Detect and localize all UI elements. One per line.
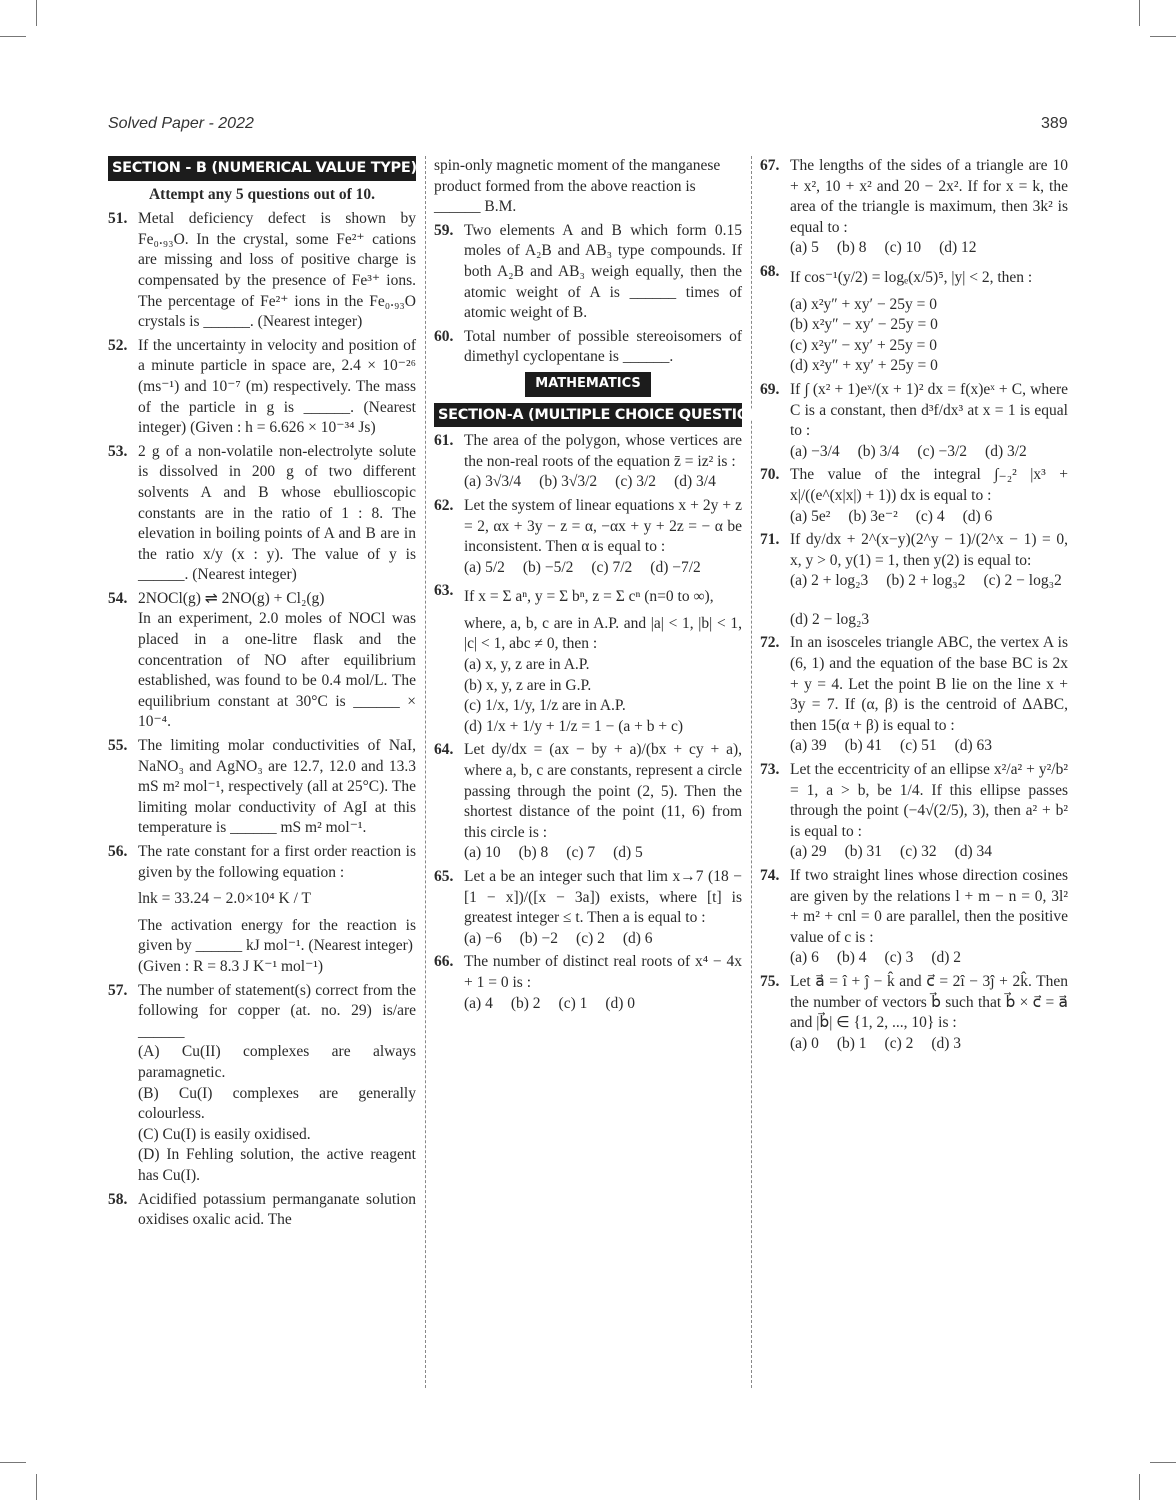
question-text: If two straight lines whose direction cosines are given by the relations l + m − n = 0, 3l² + m² + cnl = 0 are parallel, then the positive value of c is : [790,867,1068,946]
option-a: (a) 0 [790,1034,819,1052]
question-text: If the uncertainty in velocity and position of a minute particle in space are, 2.4 × 10⁻²⁶ (ms⁻¹) and 10⁻⁷ (m) respectively. The mass of the particle in g is ______. (Nearest integer) (Given : h = 6.626 × 10⁻³⁴ Js) [138,336,416,437]
crop-mark [1150,36,1176,37]
crop-mark [0,1462,26,1463]
option-a: (a) 3√3/4 [464,473,522,491]
question-number: 72. [760,634,780,652]
option-b: (b) 3/4 [857,442,900,460]
option-c: (c) 7 [566,844,596,862]
section-banner: SECTION-A (MULTIPLE CHOICE QUESTIONS) [434,403,742,428]
given-data: (Given : R = 8.3 J K⁻¹ mol⁻¹) [138,957,324,975]
option-a: (a) 39 [790,737,827,755]
question-74 [760,866,1068,969]
question-number: 64. [434,741,454,759]
crop-mark [1150,1462,1176,1463]
option-d: (d) 3/2 [985,442,1027,460]
question-text: Let a⃗ = î + ĵ − k̂ and c⃗ = 2î − 3ĵ + 2k̂. Then the number of vectors b⃗ such that b⃗ × c⃗ = a⃗ and |b⃗| ∈ {1, 2, ..., 10} is : [790,972,1068,1032]
question-number: 57. [108,981,128,999]
question-text: If dy/dx + 2^(x−y)(2^y − 1)/(2^x − 1) = 0, x, y > 0, y(1) = 1, then y(2) is equal to: [790,531,1068,569]
question-text: where, a, b, c are in A.P. and |a| < 1, |b| < 1, |c| < 1, abc ≠ 0, then : [464,614,742,653]
series-equation: If x = Σ aⁿ, y = Σ bⁿ, z = Σ cⁿ (n=0 to ∞), [464,588,714,606]
option-c: (c) 1 [558,994,588,1012]
question-number: 54. [108,589,128,607]
question-text: The value of the integral ∫₋₂² |x³ + x|/((e^(x|x|) + 1)) dx is equal to : [790,466,1068,504]
option-c: (c) −3/2 [917,442,968,460]
question-number: 69. [760,380,780,398]
question-text: Let a be an integer such that lim x→7 (18 − [1 − x])/([x − 3a]) exists, where [t] is greatest integer ≤ t. Then a is equal to : [464,868,742,927]
statement: (A) Cu(II) complexes are always paramagnetic. [138,1043,416,1081]
question-number: 67. [760,157,780,174]
option-a: (a) 2 + log₂3 [790,572,869,590]
question-text: The rate constant for a first order reaction is given by the following equation : [138,843,416,881]
crop-mark [36,1474,37,1500]
option-c: (c) x²y″ − xy′ + 25y = 0 [790,336,938,354]
option-d: (d) 12 [939,239,977,257]
question-67 [760,156,1068,259]
option-b: (b) x, y, z are in G.P. [464,676,592,694]
question-58 [108,1190,416,1231]
option-a: (a) 4 [464,994,493,1012]
option-a: (a) −3/4 [790,442,840,460]
question-number: 63. [434,582,454,600]
question-56 [108,842,416,978]
question-69 [760,380,1068,462]
option-c: (c) 3/2 [615,473,657,491]
option-a: (a) 6 [790,949,819,967]
question-59 [434,221,742,324]
option-c: (c) 4 [915,507,945,525]
question-number: 59. [434,221,454,239]
question-text: 2 g of a non-volatile non-electrolyte solute is dissolved in 200 g of two different solvents A and B whose ebullioscopic constants are in the ratio of 1 : 8. The elevation in boiling points of A and B are in the ratio x/y (x : y). The value of y is ______. (Nearest integer) [138,442,416,584]
question-number: 56. [108,843,128,860]
option-a: (a) −6 [464,929,502,947]
column-divider [425,156,426,1388]
question-52 [108,336,416,439]
question-text: Let dy/dx = (ax − by + a)/(bx + cy + a), where a, b, c are constants, represent a circle passing through the point (2, 5). Then the shortest distance of the point (11, 6) from this circle is : [464,741,742,841]
option-a: (a) x, y, z are in A.P. [464,656,590,674]
option-d: (d) −7/2 [650,558,701,576]
option-c: (c) 2 [576,929,605,947]
question-number: 71. [760,531,780,549]
question-text: Let the eccentricity of an ellipse x²/a² + y²/b² = 1, a > b, be 1/4. If this ellipse passes through the point (−4√(2/5), 3), then a² + b² is equal to : [790,761,1068,840]
question-number: 66. [434,953,454,971]
page-number: 389 [1041,115,1068,132]
option-d: (d) 5 [613,844,643,862]
option-d: (d) x²y″ + xy′ + 25y = 0 [790,357,938,375]
question-text: Metal deficiency defect is shown by Fe₀.₉₃O. In the crystal, some Fe²⁺ cations are missing and loss of positive charge is compensated by the presence of Fe³⁺ ions. The percentage of Fe²⁺ ions in the Fe₀.₉₃O crystals is ______. (Nearest integer) [138,210,416,331]
option-c: (c) 51 [900,737,937,755]
statement: (D) In Fehling solution, the active reagent has Cu(I). [138,1146,416,1184]
question-number: 68. [760,262,780,280]
option-d: (d) 6 [622,929,653,947]
crop-mark [0,36,26,37]
question-65 [434,867,742,949]
question-57 [108,981,416,1187]
question-number: 62. [434,496,454,514]
crop-mark [36,0,37,26]
question-text: The activation energy for the reaction is given by ______ kJ mol⁻¹. (Nearest integer) [138,916,416,955]
question-58-continued [434,156,742,218]
question-75 [760,972,1068,1054]
option-b: (b) 1 [836,1034,867,1052]
option-b: (b) −5/2 [522,558,574,576]
column-1 [108,156,416,1234]
option-b: (b) 2 + log₃2 [886,572,966,590]
option-d: (d) 1/x + 1/y + 1/z = 1 − (a + b + c) [464,717,684,735]
question-51 [108,209,416,333]
option-a: (a) 29 [790,843,827,861]
option-b: (b) 3√3/2 [539,473,598,491]
question-number: 75. [760,972,780,990]
question-73 [760,760,1068,863]
option-c: (c) 2 [884,1034,914,1052]
option-d: (d) 2 [931,949,962,967]
question-number: 74. [760,867,780,884]
question-number: 58. [108,1190,128,1208]
option-c: (c) 10 [884,239,922,257]
option-d: (d) 63 [954,737,993,755]
question-number: 60. [434,327,454,345]
option-d: (d) 0 [605,994,636,1012]
rate-equation: lnk = 33.24 − 2.0×10⁴ K / T [138,890,311,908]
option-b: (b) −2 [519,929,559,947]
question-text: If ∫ (x² + 1)eˣ/(x + 1)² dx = f(x)eˣ + C, where C is a constant, then d³f/dx³ at x = 1 is equal to : [790,380,1068,440]
question-text: The area of the polygon, whose vertices are the non-real roots of the equation z̄ = iz² is : [464,432,742,470]
option-d: (d) 34 [954,843,993,861]
option-b: (b) 2 [510,994,541,1012]
question-text: In an isosceles triangle ABC, the vertex A is (6, 1) and the equation of the base BC is 2x + y = 4. Let the point B lie on the line x + 3y = 7. If (α, β) is the centroid of ΔABC, then 15(α + β) is equal to : [790,634,1068,734]
section-banner: SECTION - B (NUMERICAL VALUE TYPE) [108,156,416,181]
option-a: (a) 5 [790,239,819,257]
question-number: 51. [108,210,128,228]
reaction-equation: 2NOCl(g) ⇌ 2NO(g) + Cl₂(g) [138,589,325,607]
question-number: 73. [760,761,780,779]
statement: (C) Cu(I) is easily oxidised. [138,1125,311,1143]
question-text: Let the system of linear equations x + 2y + z = 2, αx + 3y − z = α, −αx + y + 2z = − α be inconsistent. Then α is equal to : [464,496,742,556]
option-b: (b) x²y″ − xy′ − 25y = 0 [790,316,938,334]
section-instruction: Attempt any 5 questions out of 10. [148,185,376,203]
question-text: Acidified potassium permanganate solution oxidises oxalic acid. The [138,1190,416,1229]
question-text: Two elements A and B which form 0.15 moles of A₂B and AB₃ type compounds. If both A₂B and AB₃ weigh equally, then the atomic weight of A is ______ times of atomic weight of B. [464,221,742,322]
option-c: (c) 2 − log₃2 [983,572,1062,590]
question-number: 52. [108,336,128,354]
question-53 [108,442,416,586]
option-a: (a) x²y″ + xy′ − 25y = 0 [790,295,938,313]
question-text: The limiting molar conductivities of NaI, NaNO₃ and AgNO₃ are 12.7, 12.0 and 13.3 mS m² mol⁻¹, respectively (all at 25°C). The limiting molar conductivity of AgI at this temperature is ______ mS m² mol⁻¹. [138,737,416,837]
question-number: 53. [108,442,128,460]
option-d: (d) 3/4 [674,473,716,491]
question-number: 55. [108,737,128,755]
column-3 [760,156,1068,1057]
question-54 [108,589,416,733]
option-c: (c) 1/x, 1/y, 1/z are in A.P. [464,697,626,715]
option-a: (a) 5e² [790,507,831,525]
option-d: (d) 3 [931,1034,962,1052]
crop-mark [1139,1474,1140,1500]
option-b: (b) 8 [836,239,867,257]
question-66 [434,952,742,1014]
option-d: (d) 2 − log₂3 [790,610,870,628]
option-c: (c) 32 [900,843,937,861]
question-number: 70. [760,466,780,484]
option-d: (d) 6 [962,507,993,525]
question-text: Total number of possible stereoisomers of dimethyl cyclopentane is ______. [464,327,742,366]
question-70 [760,465,1068,527]
question-55 [108,736,416,839]
question-text: The lengths of the sides of a triangle are 10 + x², 10 + x² and 20 − 2x². If for x = k, the area of the triangle is maximum, then 3k² is equal to : [790,157,1068,236]
option-b: (b) 3e⁻² [848,507,898,525]
question-60 [434,327,742,368]
option-c: (c) 7/2 [591,558,633,576]
question-62 [434,496,742,578]
question-text: If cos⁻¹(y/2) = logₑ(x/5)⁵, |y| < 2, then : [790,268,1033,286]
question-72 [760,633,1068,757]
question-61 [434,431,742,493]
option-a: (a) 10 [464,844,501,862]
option-c: (c) 3 [884,949,914,967]
question-number: 61. [434,432,454,450]
option-a: (a) 5/2 [464,558,505,576]
question-number: 65. [434,868,454,885]
question-68 [760,262,1068,377]
subject-banner: MATHEMATICS [525,372,650,397]
column-divider [751,156,752,1388]
question-64 [434,740,742,864]
question-text: The number of distinct real roots of x⁴ − 4x + 1 = 0 is : [464,953,742,991]
running-header: Solved Paper - 2022 [108,115,254,132]
option-b: (b) 41 [844,737,883,755]
option-b: (b) 8 [518,844,549,862]
question-63 [434,581,742,737]
option-b: (b) 4 [836,949,867,967]
crop-mark [1139,0,1140,26]
option-b: (b) 31 [844,843,883,861]
statement: (B) Cu(I) complexes are generally colourless. [138,1084,416,1123]
question-text: The number of statement(s) correct from the following for copper (at. no. 29) is/are ______ [138,981,416,1040]
question-71 [760,530,1068,630]
question-text: In an experiment, 2.0 moles of NOCl was placed in a one-litre flask and the concentration of NO after equilibrium established, was found to be 0.4 mol/L. The equilibrium constant at 30°C is ______ × 10⁻⁴. [138,610,416,731]
question-text: spin-only magnetic moment of the manganese product formed from the above reaction is ______ B.M. [434,157,721,216]
